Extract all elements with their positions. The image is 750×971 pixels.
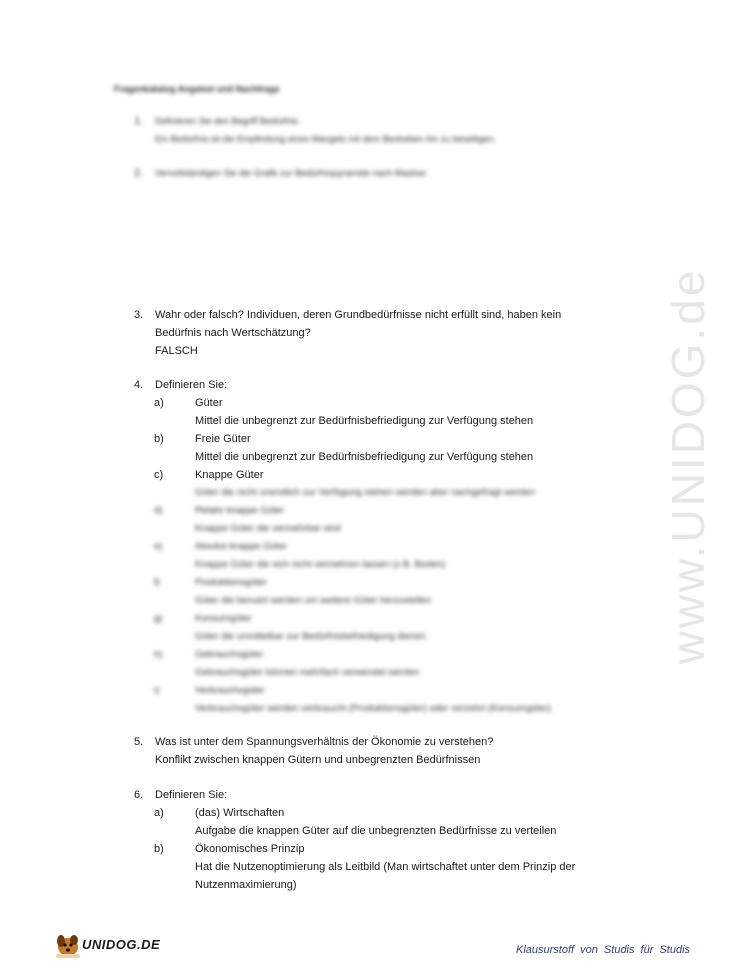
item-definition: Knappe Güter die vermehrbar sind [195, 523, 341, 534]
question-number: 4. [134, 379, 144, 391]
answer-text: FALSCH [155, 345, 198, 357]
question-number: 3. [134, 309, 144, 321]
item-definition: Mittel die unbegrenzt zur Bedürfnisbefriedigung zur Verfügung stehen [195, 451, 534, 463]
item-term: Absolut knappe Güter [195, 541, 287, 552]
footer-brand: UNIDOG.DE [82, 937, 161, 952]
item-term: Knappe Güter [195, 469, 264, 481]
item-definition: Güter die nicht unendlich zur Verfügung stehen werden aber nachgefragt werden [195, 487, 536, 498]
item-term: Freie Güter [195, 433, 251, 445]
answer-text: Konflikt zwischen knappen Gütern und unbegrenzten Bedürfnissen [155, 754, 481, 766]
question-number: 1. [134, 115, 144, 127]
item-term: Verbrauchsgüter [195, 685, 265, 696]
item-term: Ökonomisches Prinzip [195, 843, 305, 855]
item-letter: c) [154, 469, 164, 481]
question-number: 2. [134, 167, 144, 179]
item-definition: Aufgabe die knappen Güter auf die unbegrenzten Bedürfnisse zu verteilen [195, 825, 557, 837]
item-letter: d) [154, 505, 163, 516]
item-letter: e) [154, 541, 163, 552]
item-letter: i) [154, 685, 160, 696]
item-term: Güter [195, 397, 223, 409]
question-number: 6. [134, 789, 144, 801]
item-term: Relativ knappe Güter [195, 505, 285, 516]
item-letter: b) [154, 433, 164, 445]
item-term: (das) Wirtschaften [195, 807, 285, 819]
item-definition-cont: Nutzenmaximierung) [195, 879, 297, 891]
item-definition: Gebrauchsgüter können mehrfach verwendet werden [195, 667, 420, 678]
item-definition: Mittel die unbegrenzt zur Bedürfnisbefriedigung zur Verfügung stehen [195, 415, 534, 427]
item-letter: a) [154, 807, 164, 819]
footer-tagline: Klausurstoff von Studis für Studis [516, 944, 691, 956]
question-text-cont: Bedürfnis nach Wertschätzung? [155, 327, 311, 339]
item-letter: a) [154, 397, 164, 409]
question-text: Vervollständigen Sie die Grafik zur Bedürfnispyramide nach Maslow: [155, 168, 428, 178]
question-number: 5. [134, 736, 144, 748]
question-text: Wahr oder falsch? Individuen, deren Grundbedürfnisse nicht erfüllt sind, haben kein [155, 309, 562, 321]
question-text: Definieren Sie den Begriff Bedürfnis. [155, 116, 301, 126]
item-definition: Güter die unmittelbar zur Bedürfnisbefriedigung dienen [195, 631, 426, 642]
item-letter: g) [154, 613, 163, 624]
question-text: Definieren Sie: [155, 379, 228, 391]
item-letter: f) [154, 577, 160, 588]
document-title: Fragenkatalog Angebot und Nachfrage [114, 84, 280, 94]
item-definition: Hat die Nutzenoptimierung als Leitbild (Man wirtschaftet unter dem Prinzip der [195, 861, 576, 873]
item-term: Gebrauchsgüter [195, 649, 264, 660]
item-term: Konsumgüter [195, 613, 252, 624]
answer-text: Ein Bedürfnis ist die Empfindung eines Mangels mit dem Bestreben ihn zu beseitigen. [155, 134, 497, 144]
item-letter: b) [154, 843, 164, 855]
item-definition: Verbrauchsgüter werden verbraucht (Produktionsgüter) oder verzehrt (Konsumgüter) [195, 703, 551, 714]
item-term: Produktionsgüter [195, 577, 267, 588]
item-letter: h) [154, 649, 163, 660]
question-text: Was ist unter dem Spannungsverhältnis der Ökonomie zu verstehen? [155, 736, 494, 748]
question-text: Definieren Sie: [155, 789, 228, 801]
watermark: www.UNIDOG.de [662, 267, 714, 665]
item-definition: Güter die benutzt werden um weitere Güter herzustellen [195, 595, 432, 606]
item-definition: Knappe Güter die sich nicht vermehren lassen (z.B. Boden) [195, 559, 446, 570]
